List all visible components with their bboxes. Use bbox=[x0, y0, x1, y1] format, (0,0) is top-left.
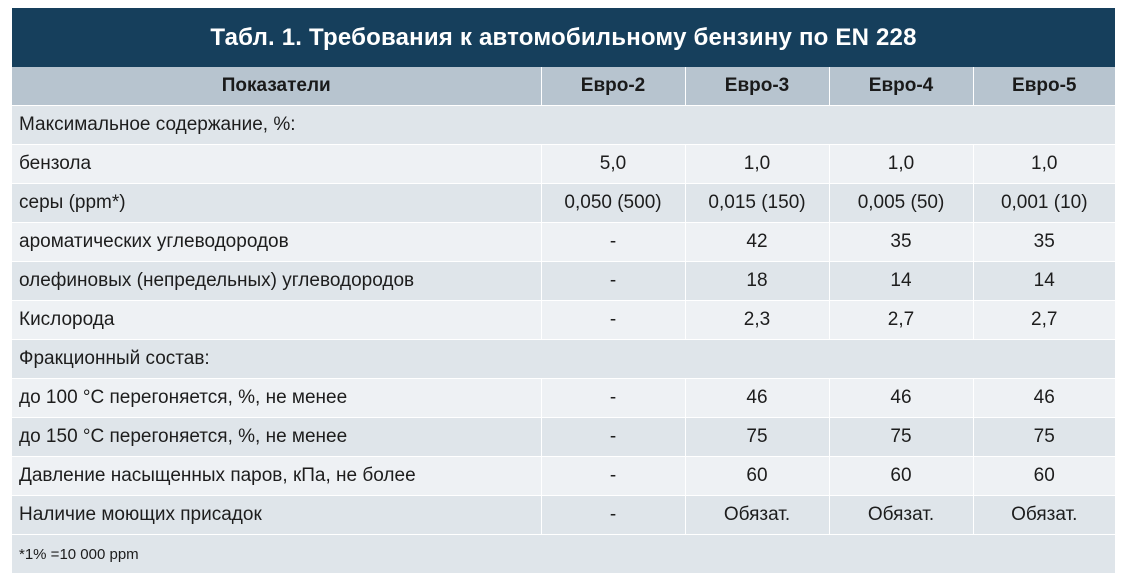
cell-euro3: 60 bbox=[685, 457, 829, 496]
cell-euro3: 0,015 (150) bbox=[685, 184, 829, 223]
cell-euro2: - bbox=[541, 418, 685, 457]
cell-euro5: 1,0 bbox=[973, 145, 1115, 184]
footnote: *1% =10 000 ppm bbox=[12, 535, 1115, 574]
table-row bbox=[12, 418, 1115, 457]
cell-euro5: Обязат. bbox=[973, 496, 1115, 535]
row-label: до 100 °С перегоняется, %, не менее bbox=[12, 379, 541, 418]
cell-euro5: 46 bbox=[973, 379, 1115, 418]
cell-euro5: 2,7 bbox=[973, 301, 1115, 340]
section-row-max-content bbox=[12, 106, 1115, 145]
cell-euro3: 46 bbox=[685, 379, 829, 418]
cell-euro4: Обязат. bbox=[829, 496, 973, 535]
cell-euro2: - bbox=[541, 496, 685, 535]
column-header-euro2: Евро-2 bbox=[541, 67, 685, 106]
cell-euro2: - bbox=[541, 262, 685, 301]
cell-euro4: 60 bbox=[829, 457, 973, 496]
cell-euro3: 1,0 bbox=[685, 145, 829, 184]
section-label: Фракционный состав: bbox=[12, 340, 1115, 379]
cell-euro4: 0,005 (50) bbox=[829, 184, 973, 223]
cell-euro2: 0,050 (500) bbox=[541, 184, 685, 223]
cell-euro5: 14 bbox=[973, 262, 1115, 301]
row-label: бензола bbox=[12, 145, 541, 184]
row-label: Давление насыщенных паров, кПа, не более bbox=[12, 457, 541, 496]
row-label: олефиновых (непредельных) углеводородов bbox=[12, 262, 541, 301]
cell-euro3: Обязат. bbox=[685, 496, 829, 535]
column-header-euro3: Евро-3 bbox=[685, 67, 829, 106]
column-header-euro5: Евро-5 bbox=[973, 67, 1115, 106]
cell-euro3: 2,3 bbox=[685, 301, 829, 340]
cell-euro3: 18 bbox=[685, 262, 829, 301]
cell-euro4: 35 bbox=[829, 223, 973, 262]
table-title: Табл. 1. Требования к автомобильному бензину по EN 228 bbox=[12, 8, 1115, 67]
cell-euro2: - bbox=[541, 379, 685, 418]
row-label: до 150 °С перегоняется, %, не менее bbox=[12, 418, 541, 457]
cell-euro2: - bbox=[541, 457, 685, 496]
cell-euro2: - bbox=[541, 301, 685, 340]
table-row bbox=[12, 301, 1115, 340]
table-row bbox=[12, 223, 1115, 262]
cell-euro5: 35 bbox=[973, 223, 1115, 262]
table-row bbox=[12, 184, 1115, 223]
footnote-row bbox=[12, 535, 1115, 574]
cell-euro5: 60 bbox=[973, 457, 1115, 496]
table-row bbox=[12, 496, 1115, 535]
cell-euro4: 1,0 bbox=[829, 145, 973, 184]
cell-euro4: 14 bbox=[829, 262, 973, 301]
cell-euro2: 5,0 bbox=[541, 145, 685, 184]
row-label: Кислорода bbox=[12, 301, 541, 340]
cell-euro2: - bbox=[541, 223, 685, 262]
row-label: Наличие моющих присадок bbox=[12, 496, 541, 535]
section-label: Максимальное содержание, %: bbox=[12, 106, 1115, 145]
table-row bbox=[12, 379, 1115, 418]
row-label: ароматических углеводородов bbox=[12, 223, 541, 262]
table-row bbox=[12, 457, 1115, 496]
gasoline-requirements-table bbox=[12, 67, 1115, 574]
cell-euro3: 42 bbox=[685, 223, 829, 262]
cell-euro4: 46 bbox=[829, 379, 973, 418]
header-row bbox=[12, 67, 1115, 106]
table-row bbox=[12, 145, 1115, 184]
column-header-indicators: Показатели bbox=[12, 67, 541, 106]
cell-euro5: 0,001 (10) bbox=[973, 184, 1115, 223]
cell-euro3: 75 bbox=[685, 418, 829, 457]
column-header-euro4: Евро-4 bbox=[829, 67, 973, 106]
cell-euro4: 75 bbox=[829, 418, 973, 457]
table-row bbox=[12, 262, 1115, 301]
row-label: серы (ppm*) bbox=[12, 184, 541, 223]
table-container bbox=[12, 8, 1115, 574]
cell-euro5: 75 bbox=[973, 418, 1115, 457]
cell-euro4: 2,7 bbox=[829, 301, 973, 340]
section-row-fractional bbox=[12, 340, 1115, 379]
